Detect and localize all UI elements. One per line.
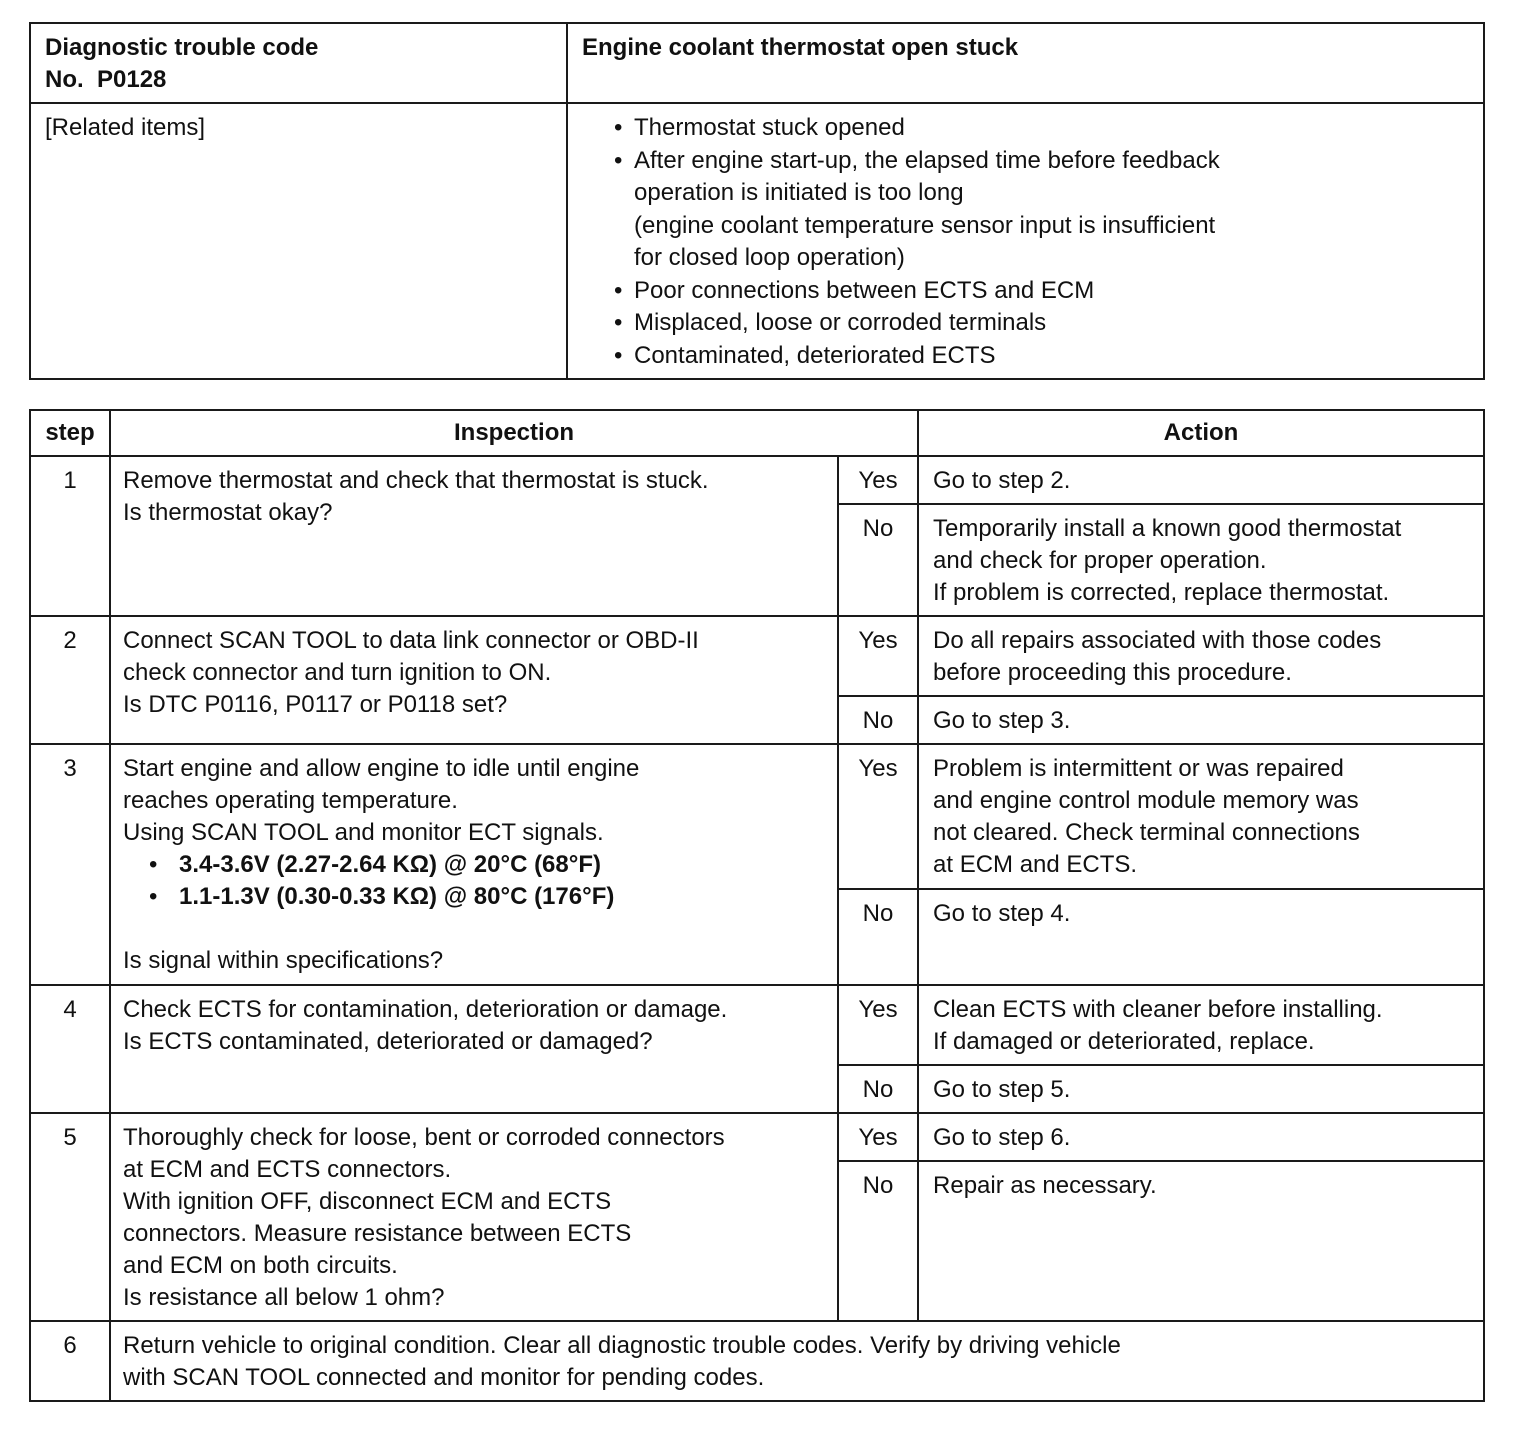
table-row xyxy=(30,744,1484,889)
step-number: 2 xyxy=(30,616,110,744)
step-inspection: Connect SCAN TOOL to data link connector or OBD-II check connector and turn ignition to ON. Is DTC P0116, P0117 or P0118 set? xyxy=(110,616,838,744)
yes-label: Yes xyxy=(838,616,918,696)
step-inspection: Start engine and allow engine to idle until engine reaches operating temperature. Using SCAN TOOL and monitor ECT signals. xyxy=(123,755,640,846)
dtc-code-number: No. P0128 xyxy=(45,66,167,93)
no-label: No xyxy=(838,1065,918,1113)
step-inspection: Check ECTS for contamination, deterioration or damage. Is ECTS contaminated, deteriorated or damaged? xyxy=(110,985,838,1113)
step-inspection: Return vehicle to original condition. Clear all diagnostic trouble codes. Verify by driving vehicle with SCAN TOOL connected and monitor for pending codes. xyxy=(110,1321,1484,1401)
related-items-cell xyxy=(567,103,1484,379)
yes-label: Yes xyxy=(838,744,918,889)
step-inspection-cell xyxy=(110,744,838,985)
related-item: • Thermostat stuck opened xyxy=(606,112,1469,145)
related-item: • After engine start-up, the elapsed time before feedback operation is initiated is too long (engine coolant temperature sensor input is insufficient for closed loop operation) xyxy=(606,145,1469,275)
table-row xyxy=(30,1321,1484,1401)
yes-action: Go to step 2. xyxy=(918,456,1484,504)
step-number: 5 xyxy=(30,1113,110,1321)
yes-label: Yes xyxy=(838,456,918,504)
spec-list xyxy=(123,849,827,913)
no-action: Go to step 4. xyxy=(918,889,1484,985)
no-label: No xyxy=(838,889,918,985)
no-action: Go to step 3. xyxy=(918,696,1484,744)
spec-value: • 1.1-1.3V (0.30-0.33 KΩ) @ 80°C (176°F) xyxy=(123,881,827,913)
table-header-row xyxy=(30,410,1484,456)
dtc-code-cell xyxy=(30,23,567,103)
related-items-label: [Related items] xyxy=(30,103,567,379)
header-inspection: Inspection xyxy=(110,410,918,456)
related-item: • Poor connections between ECTS and ECM xyxy=(606,275,1469,308)
yes-action: Go to step 6. xyxy=(918,1113,1484,1161)
related-item: • Misplaced, loose or corroded terminals xyxy=(606,307,1469,340)
header-step: step xyxy=(30,410,110,456)
related-item: • Contaminated, deteriorated ECTS xyxy=(606,340,1469,373)
table-row xyxy=(30,985,1484,1065)
yes-action: Do all repairs associated with those codes before proceeding this procedure. xyxy=(918,616,1484,696)
yes-label: Yes xyxy=(838,1113,918,1161)
diagnostic-steps-table xyxy=(29,409,1485,1402)
step-inspection: Remove thermostat and check that thermostat is stuck. Is thermostat okay? xyxy=(110,456,838,616)
step-question: Is signal within specifications? xyxy=(123,947,444,974)
dtc-title: Engine coolant thermostat open stuck xyxy=(567,23,1484,103)
no-label: No xyxy=(838,696,918,744)
table-row xyxy=(30,616,1484,696)
yes-action: Clean ECTS with cleaner before installing. If damaged or deteriorated, replace. xyxy=(918,985,1484,1065)
step-number: 6 xyxy=(30,1321,110,1401)
no-action: Temporarily install a known good thermostat and check for proper operation. If problem is corrected, replace thermostat. xyxy=(918,504,1484,616)
step-inspection: Thoroughly check for loose, bent or corroded connectors at ECM and ECTS connectors. With ignition OFF, disconnect ECM and ECTS connectors. Measure resistance between ECTS and ECM on both circuits. Is resistance all below 1 ohm? xyxy=(110,1113,838,1321)
step-number: 1 xyxy=(30,456,110,616)
no-label: No xyxy=(838,504,918,616)
no-action: Repair as necessary. xyxy=(918,1161,1484,1321)
header-action: Action xyxy=(918,410,1484,456)
yes-action: Problem is intermittent or was repaired and engine control module memory was not cleared. Check terminal connections at ECM and ECTS. xyxy=(918,744,1484,889)
step-number: 4 xyxy=(30,985,110,1113)
spec-value: • 3.4-3.6V (2.27-2.64 KΩ) @ 20°C (68°F) xyxy=(123,849,827,881)
dtc-info-table xyxy=(29,22,1485,380)
dtc-code-label: Diagnostic trouble code xyxy=(45,34,319,61)
no-action: Go to step 5. xyxy=(918,1065,1484,1113)
step-number: 3 xyxy=(30,744,110,985)
no-label: No xyxy=(838,1161,918,1321)
table-row xyxy=(30,1113,1484,1161)
table-row xyxy=(30,456,1484,504)
yes-label: Yes xyxy=(838,985,918,1065)
related-items-list xyxy=(606,112,1469,372)
